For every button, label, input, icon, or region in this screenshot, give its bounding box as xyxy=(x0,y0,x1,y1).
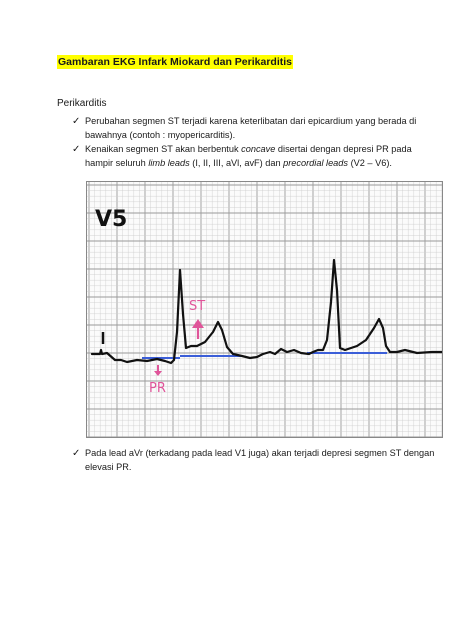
check-mark-icon: ✓ xyxy=(72,116,81,127)
pr-label: PR xyxy=(149,381,166,396)
bullet-text: Kenaikan segmen ST akan berbentuk xyxy=(85,144,242,154)
st-arrow-head-icon xyxy=(192,319,204,328)
bullet-item xyxy=(57,447,437,474)
section-heading: Perikarditis xyxy=(57,98,107,109)
st-annotation xyxy=(189,299,205,339)
bullet-italic-text: concave xyxy=(241,144,276,154)
bullet-text: (V2 – V6). xyxy=(348,157,392,168)
bullet-list xyxy=(57,115,437,170)
ekg-strip-image xyxy=(86,181,443,438)
document-title: Gambaran EKG Infark Miokard dan Perikarditis xyxy=(58,56,292,68)
bullet-item xyxy=(57,115,437,142)
check-mark-icon: ✓ xyxy=(72,144,81,155)
ekg-strip-svg xyxy=(87,182,442,437)
bullet-item xyxy=(57,143,437,170)
bullet-text: Perubahan segmen ST terjadi karena keterlibatan dari epicardium yang berada di bawahnya (contoh : myopericarditis). xyxy=(85,116,417,140)
bullet-list-after xyxy=(57,447,437,474)
bullet-text: disertai dengan depresi PR pada hampir seluruh xyxy=(85,144,412,168)
ecg-grid xyxy=(87,182,442,437)
check-mark-icon: ✓ xyxy=(72,448,81,459)
bullet-italic-text: limb leads xyxy=(148,157,190,168)
bullet-text: (I, II, III, aVl, avF) dan xyxy=(189,157,284,168)
st-label: ST xyxy=(189,299,206,314)
bullet-text: Pada lead aVr (terkadang pada lead V1 juga) akan terjadi depresi segmen ST dengan elevasi PR. xyxy=(85,448,435,472)
lead-label: V5 xyxy=(95,207,128,232)
bullet-italic-text: precordial leads xyxy=(283,157,349,168)
